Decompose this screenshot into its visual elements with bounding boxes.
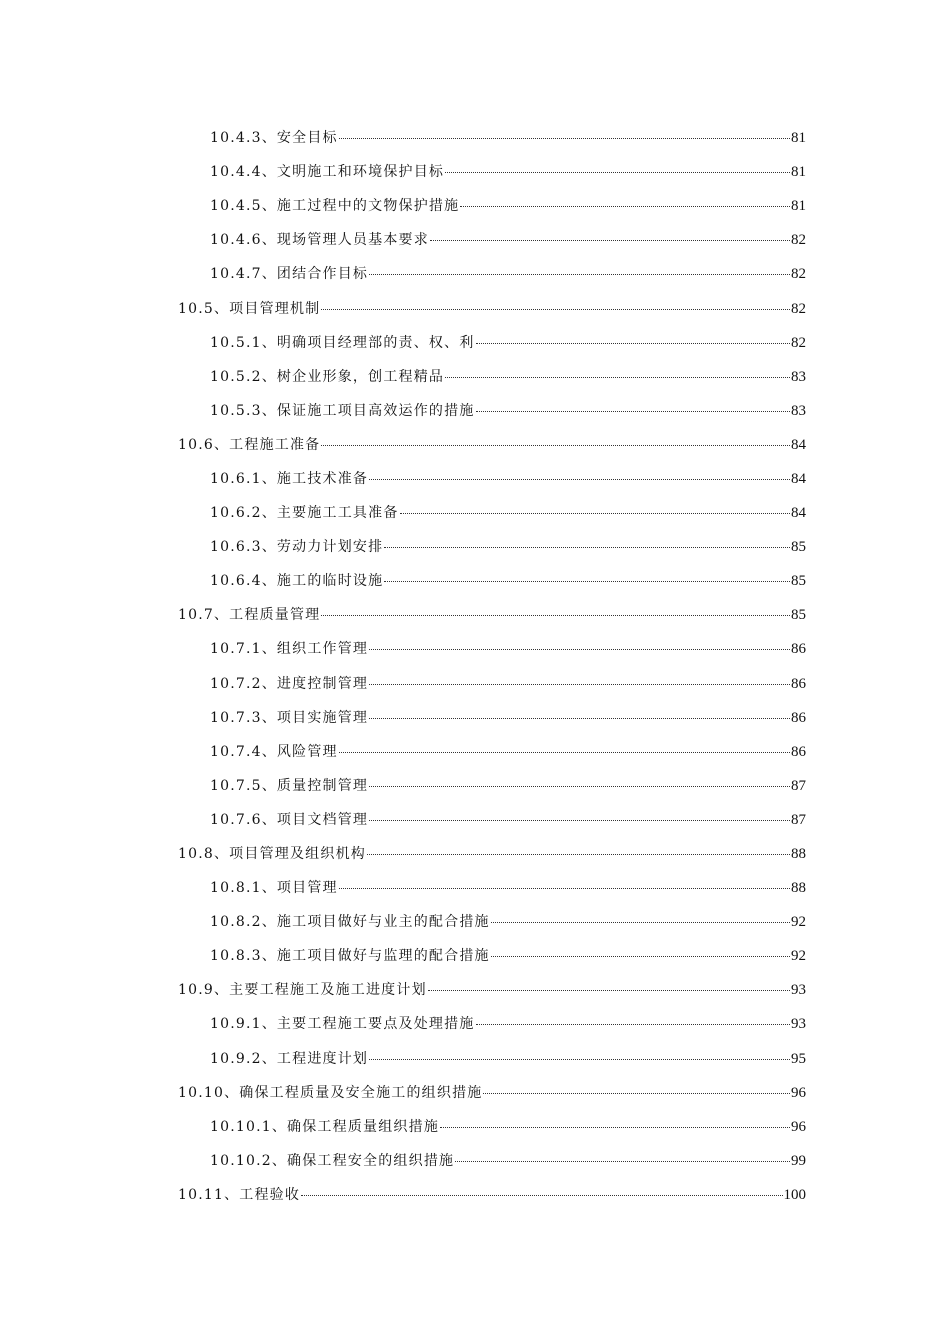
toc-page-number: 95 <box>791 1050 806 1067</box>
toc-page-number: 86 <box>791 641 806 658</box>
toc-entry[interactable] <box>0 1075 950 1109</box>
toc-entry[interactable] <box>0 495 950 529</box>
toc-entry[interactable] <box>0 563 950 597</box>
toc-entry-label: 10.8.1、项目管理 <box>210 880 338 897</box>
toc-page-number: 81 <box>791 130 806 147</box>
toc-page-number: 81 <box>791 164 806 181</box>
toc-page-number: 88 <box>791 880 806 897</box>
toc-dot-leader <box>430 240 790 241</box>
toc-entry-label: 10.7.4、风险管理 <box>210 743 338 760</box>
toc-page-number: 85 <box>791 573 806 590</box>
toc-page-number: 92 <box>791 914 806 931</box>
toc-entry-label: 10.10.1、确保工程质量组织措施 <box>210 1118 440 1135</box>
toc-entry[interactable] <box>0 597 950 631</box>
toc-page-number: 82 <box>791 300 806 317</box>
toc-dot-leader <box>384 581 790 582</box>
toc-entry-label: 10.7.2、进度控制管理 <box>210 675 369 692</box>
toc-entry-label: 10.4.3、安全目标 <box>210 130 338 147</box>
toc-entry-label: 10.4.6、现场管理人员基本要求 <box>210 232 429 249</box>
toc-entry[interactable] <box>0 154 950 188</box>
toc-entry-label: 10.8.2、施工项目做好与业主的配合措施 <box>210 914 490 931</box>
toc-entry[interactable] <box>0 1109 950 1143</box>
toc-entry[interactable] <box>0 359 950 393</box>
toc-dot-leader <box>476 411 790 412</box>
toc-entry[interactable] <box>0 1041 950 1075</box>
toc-entry[interactable] <box>0 904 950 938</box>
toc-entry[interactable] <box>0 325 950 359</box>
toc-entry-label: 10.6、工程施工准备 <box>178 436 321 453</box>
toc-page-number: 87 <box>791 811 806 828</box>
toc-entry-label: 10.10.2、确保工程安全的组织措施 <box>210 1152 455 1169</box>
toc-dot-leader <box>369 718 790 719</box>
toc-page-number: 100 <box>783 1186 806 1203</box>
toc-page-number: 82 <box>791 266 806 283</box>
toc-dot-leader <box>384 547 790 548</box>
toc-dot-leader <box>440 1127 790 1128</box>
toc-dot-leader <box>400 513 790 514</box>
toc-entry[interactable] <box>0 393 950 427</box>
toc-entry[interactable] <box>0 1143 950 1177</box>
toc-dot-leader <box>445 377 790 378</box>
toc-dot-leader <box>369 649 790 650</box>
toc-dot-leader <box>369 786 790 787</box>
toc-page-number: 86 <box>791 675 806 692</box>
toc-dot-leader <box>369 820 790 821</box>
toc-entry-label: 10.9.2、工程进度计划 <box>210 1050 369 1067</box>
toc-page-number: 93 <box>791 1016 806 1033</box>
toc-entry-label: 10.5、项目管理机制 <box>178 300 321 317</box>
toc-entry-label: 10.7.5、质量控制管理 <box>210 777 369 794</box>
toc-entry-label: 10.6.3、劳动力计划安排 <box>210 539 384 556</box>
toc-entry[interactable] <box>0 222 950 256</box>
toc-dot-leader <box>476 1024 790 1025</box>
toc-page-number: 82 <box>791 232 806 249</box>
toc-entry-label: 10.8.3、施工项目做好与监理的配合措施 <box>210 948 490 965</box>
toc-entry[interactable] <box>0 700 950 734</box>
toc-dot-leader <box>491 956 790 957</box>
toc-entry[interactable] <box>0 427 950 461</box>
toc-entry[interactable] <box>0 290 950 324</box>
toc-entry-label: 10.9、主要工程施工及施工进度计划 <box>178 982 427 999</box>
toc-entry-label: 10.5.2、树企业形象，创工程精品 <box>210 368 445 385</box>
toc-dot-leader <box>428 990 790 991</box>
toc-dot-leader <box>483 1093 790 1094</box>
toc-entry[interactable] <box>0 938 950 972</box>
toc-entry[interactable] <box>0 972 950 1006</box>
toc-dot-leader <box>339 752 790 753</box>
toc-dot-leader <box>455 1161 790 1162</box>
toc-page-number: 84 <box>791 436 806 453</box>
toc-entry[interactable] <box>0 768 950 802</box>
toc-page-number: 84 <box>791 505 806 522</box>
toc-dot-leader <box>367 854 790 855</box>
toc-entry[interactable] <box>0 734 950 768</box>
toc-entry[interactable] <box>0 461 950 495</box>
toc-entry-label: 10.4.4、文明施工和环境保护目标 <box>210 164 445 181</box>
toc-entry-label: 10.8、项目管理及组织机构 <box>178 846 366 863</box>
toc-page-number: 86 <box>791 709 806 726</box>
toc-dot-leader <box>321 309 790 310</box>
table-of-contents <box>0 120 950 1211</box>
toc-entry[interactable] <box>0 802 950 836</box>
toc-entry[interactable] <box>0 666 950 700</box>
toc-entry-label: 10.11、工程验收 <box>178 1186 301 1203</box>
toc-dot-leader <box>369 274 790 275</box>
toc-dot-leader <box>369 1059 790 1060</box>
toc-dot-leader <box>321 445 790 446</box>
toc-page-number: 99 <box>791 1152 806 1169</box>
toc-entry[interactable] <box>0 188 950 222</box>
toc-page-number: 92 <box>791 948 806 965</box>
toc-entry[interactable] <box>0 256 950 290</box>
toc-page-number: 93 <box>791 982 806 999</box>
toc-dot-leader <box>445 172 790 173</box>
toc-dot-leader <box>321 615 790 616</box>
toc-page-number: 85 <box>791 607 806 624</box>
toc-dot-leader <box>301 1195 782 1196</box>
toc-page-number: 96 <box>791 1084 806 1101</box>
toc-entry-label: 10.6.2、主要施工工具准备 <box>210 505 399 522</box>
toc-dot-leader <box>339 138 790 139</box>
toc-dot-leader <box>339 888 790 889</box>
toc-page-number: 82 <box>791 334 806 351</box>
toc-page-number: 85 <box>791 539 806 556</box>
toc-dot-leader <box>369 479 790 480</box>
toc-entry-label: 10.5.3、保证施工项目高效运作的措施 <box>210 402 475 419</box>
toc-entry[interactable] <box>0 120 950 154</box>
toc-page-number: 87 <box>791 777 806 794</box>
toc-page-number: 81 <box>791 198 806 215</box>
toc-entry-label: 10.7.6、项目文档管理 <box>210 811 369 828</box>
toc-entry-label: 10.5.1、明确项目经理部的责、权、利 <box>210 334 475 351</box>
toc-page-number: 84 <box>791 470 806 487</box>
toc-entry-label: 10.4.7、团结合作目标 <box>210 266 369 283</box>
toc-dot-leader <box>476 343 790 344</box>
toc-page-number: 83 <box>791 402 806 419</box>
toc-entry-label: 10.7.3、项目实施管理 <box>210 709 369 726</box>
toc-entry-label: 10.10、确保工程质量及安全施工的组织措施 <box>178 1084 483 1101</box>
toc-entry[interactable] <box>0 870 950 904</box>
toc-page-number: 86 <box>791 743 806 760</box>
toc-entry-label: 10.4.5、施工过程中的文物保护措施 <box>210 198 460 215</box>
toc-entry[interactable] <box>0 529 950 563</box>
toc-entry-label: 10.7、工程质量管理 <box>178 607 321 624</box>
toc-entry[interactable] <box>0 836 950 870</box>
toc-dot-leader <box>369 684 790 685</box>
toc-entry[interactable] <box>0 1006 950 1040</box>
toc-page-number: 83 <box>791 368 806 385</box>
toc-entry-label: 10.6.1、施工技术准备 <box>210 470 369 487</box>
toc-entry[interactable] <box>0 1177 950 1211</box>
toc-entry-label: 10.9.1、主要工程施工要点及处理措施 <box>210 1016 475 1033</box>
toc-dot-leader <box>460 206 790 207</box>
toc-entry[interactable] <box>0 631 950 665</box>
toc-dot-leader <box>491 922 790 923</box>
toc-page-number: 96 <box>791 1118 806 1135</box>
toc-entry-label: 10.7.1、组织工作管理 <box>210 641 369 658</box>
toc-entry-label: 10.6.4、施工的临时设施 <box>210 573 384 590</box>
toc-page-number: 88 <box>791 846 806 863</box>
